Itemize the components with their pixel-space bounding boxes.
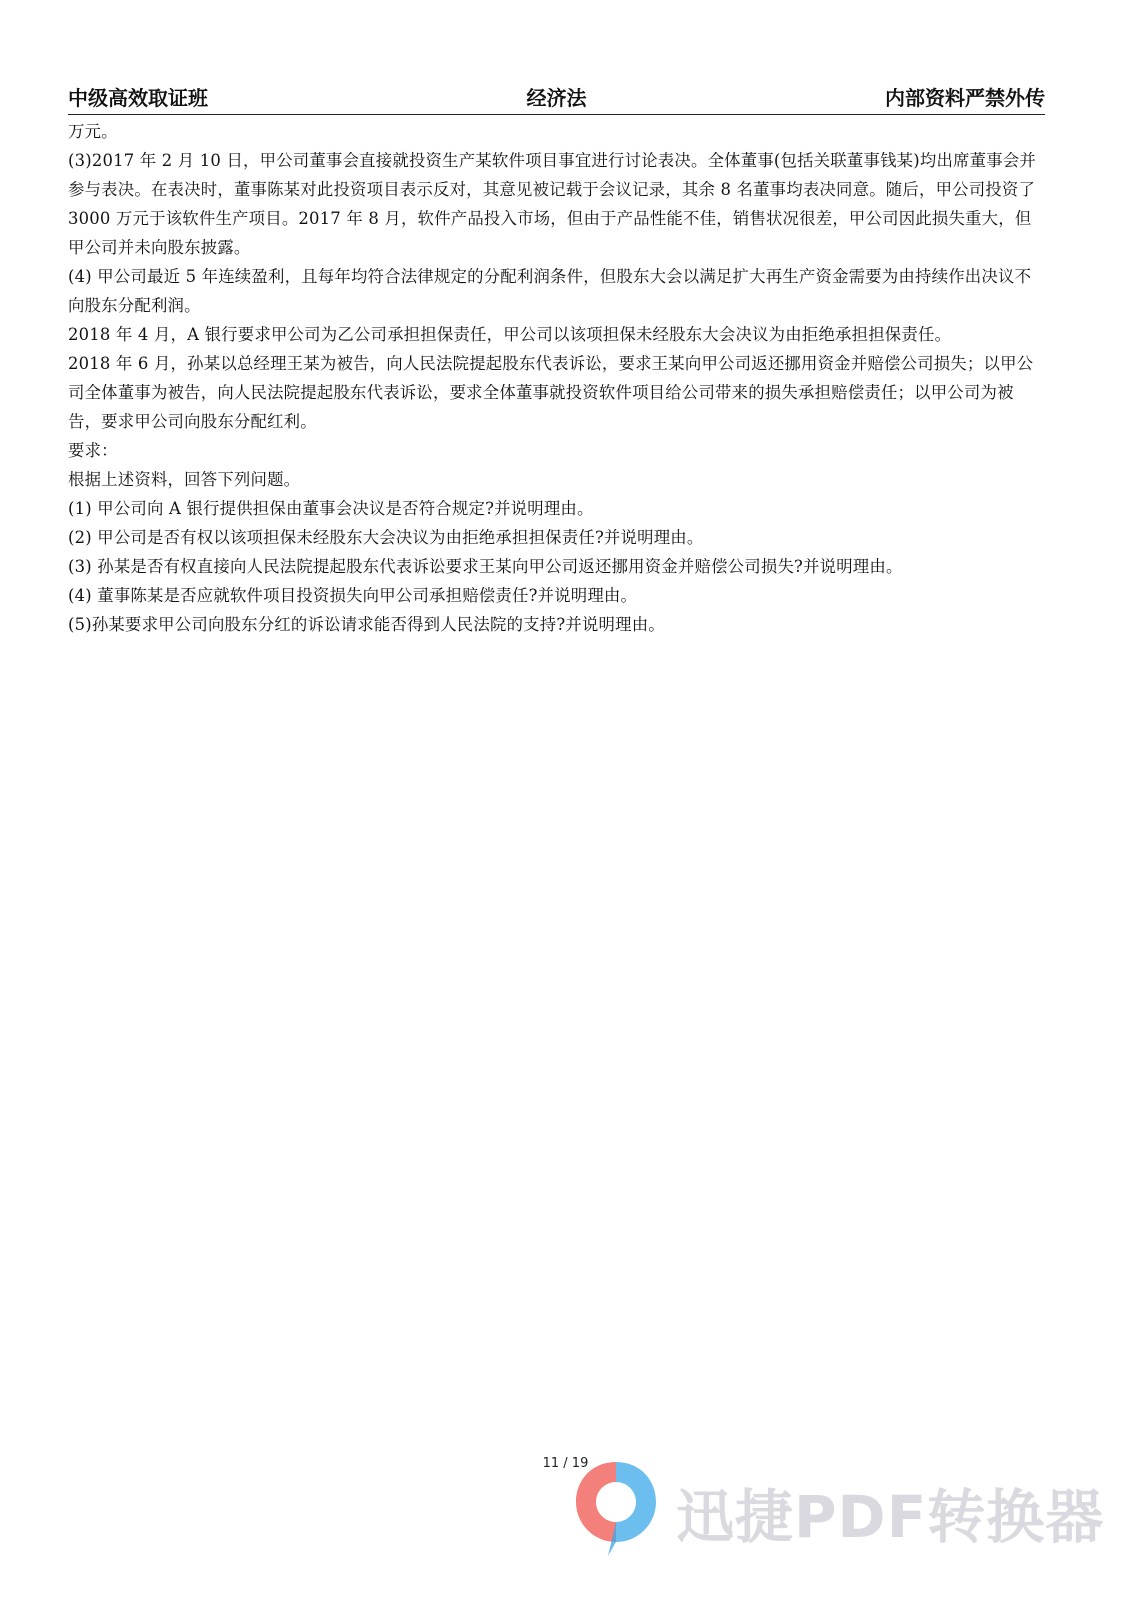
question-1: (1) 甲公司向 A 银行提供担保由董事会决议是否符合规定?并说明理由。	[68, 499, 594, 518]
paragraph-item-4: (4) 甲公司最近 5 年连续盈利，且每年均符合法律规定的分配利润条件，但股东大会以满足扩大再生产资金需要为由持续作出决议不向股东分配利润。	[68, 267, 1032, 315]
page-header	[68, 80, 1045, 115]
question-2: (2) 甲公司是否有权以该项担保未经股东大会决议为由拒绝承担担保责任?并说明理由。	[68, 528, 704, 547]
xunjie-logo-icon	[572, 1458, 660, 1558]
watermark-text: 迅捷PDF转换器	[676, 1483, 1105, 1551]
paragraph-2018-june: 2018 年 6 月，孙某以总经理王某为被告，向人民法院提起股东代表诉讼，要求王某向甲公司返还挪用资金并赔偿公司损失；以甲公司全体董事为被告，向人民法院提起股东代表诉讼，要求全体董事就投资软件项目给公司带来的损失承担赔偿责任；以甲公司为被告，要求甲公司向股东分配红利。	[68, 354, 1034, 431]
paragraph-continuation: 万元。	[68, 122, 118, 141]
paragraph-item-3: (3)2017 年 2 月 10 日，甲公司董事会直接就投资生产某软件项目事宜进行讨论表决。全体董事(包括关联董事钱某)均出席董事会并参与表决。在表决时，董事陈某对此投资项目表示反对，其意见被记载于会议记录，其余 8 名董事均表决同意。随后，甲公司投资了 3000 万元于该软件生产项目。2017 年 8 月，软件产品投入市场，但由于产品性能不佳，销售状况很差，甲公司因此损失重大，但甲公司并未向股东披露。	[68, 151, 1036, 257]
instructions: 根据上述资料，回答下列问题。	[68, 470, 301, 489]
document-body	[68, 117, 1044, 639]
question-3: (3) 孙某是否有权直接向人民法院提起股东代表诉讼要求王某向甲公司返还挪用资金并赔偿公司损失?并说明理由。	[68, 557, 903, 576]
page-number: 11 / 19	[542, 1456, 589, 1471]
header-subject: 经济法	[526, 86, 587, 110]
paragraph-2018-april: 2018 年 4 月，A 银行要求甲公司为乙公司承担担保责任，甲公司以该项担保未经股东大会决议为由拒绝承担担保责任。	[68, 325, 952, 344]
question-5: (5)孙某要求甲公司向股东分红的诉讼请求能否得到人民法院的支持?并说明理由。	[68, 615, 665, 634]
watermark	[572, 1458, 1105, 1568]
header-course-title: 中级高效取证班	[68, 86, 208, 110]
header-confidential-notice: 内部资料严禁外传	[885, 86, 1045, 110]
question-4: (4) 董事陈某是否应就软件项目投资损失向甲公司承担赔偿责任?并说明理由。	[68, 586, 638, 605]
requirements-heading: 要求：	[68, 441, 118, 460]
